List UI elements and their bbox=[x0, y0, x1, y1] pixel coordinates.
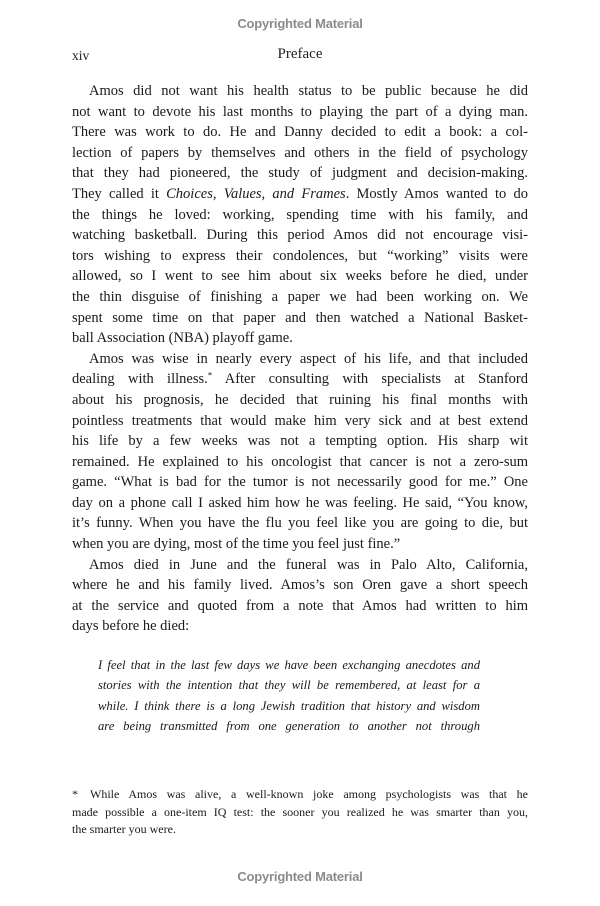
text-line: are being transmitted from one generation to another not through bbox=[98, 719, 480, 734]
text-line: lection of papers by themselves and others in the field of psychology bbox=[72, 144, 528, 161]
text-line: made possible a one-item IQ test: the sooner you realized he was smarter than you, bbox=[72, 804, 528, 819]
running-header bbox=[72, 46, 528, 64]
block-quote bbox=[98, 655, 480, 736]
text-line: game. “What is bad for the tumor is not necessarily good for me.” One bbox=[72, 474, 528, 491]
text-line: ball Association (NBA) playoff game. bbox=[72, 330, 293, 347]
text-line: about his prognosis, he decided that ruining his final months with bbox=[72, 391, 528, 408]
footnote bbox=[72, 786, 528, 839]
text-line: day on a phone call I asked him how he was feeling. He said, “You know, bbox=[72, 494, 528, 511]
text-line: the smarter you were. bbox=[72, 822, 176, 837]
copyright-notice-top: Copyrighted Material bbox=[237, 16, 363, 31]
text-line: There was work to do. He and Danny decided to edit a book: a col- bbox=[72, 124, 528, 141]
text-line: * While Amos was alive, a well-known joke among psychologists was that he bbox=[72, 787, 528, 801]
text-line: not want to devote his last months to playing the part of a dying man. bbox=[72, 103, 528, 120]
text-line: watching basketball. During this period Amos did not encourage visi- bbox=[72, 227, 528, 244]
page-number: xiv bbox=[72, 48, 90, 63]
text-line: the things he loved: working, spending time with his family, and bbox=[72, 206, 528, 223]
text-line: it’s funny. When you have the flu you feel like you are going to die, but bbox=[72, 515, 528, 532]
chapter-title: Preface bbox=[277, 46, 323, 62]
body-text bbox=[72, 81, 528, 637]
copyright-notice-bottom: Copyrighted Material bbox=[237, 869, 363, 884]
text-line: the thin disguise of finishing a paper we had been working on. We bbox=[72, 288, 528, 305]
text-line: days before he died: bbox=[72, 618, 190, 635]
text-line: Amos did not want his health status to be public because he did bbox=[89, 83, 528, 99]
text-line: remained. He explained to his oncologist that cancer is not a zero-sum bbox=[72, 453, 528, 470]
text-line: when you are dying, most of the time you feel just fine.” bbox=[72, 536, 401, 553]
text-line: allowed, so I went to see him about six weeks before he died, under bbox=[72, 268, 528, 285]
text-line: I feel that in the last few days we have been exchanging anecdotes and bbox=[98, 658, 480, 672]
text-line: spent some time on that paper and then watched a National Basket- bbox=[72, 309, 528, 326]
text-line: his life by a few weeks was not a tempting option. His sharp wit bbox=[72, 433, 528, 450]
text-line: at the service and quoted from a note that Amos had written to him bbox=[72, 597, 528, 614]
text-line: dealing with illness.* After consulting with specialists at Stanford bbox=[72, 370, 528, 388]
text-line: Amos died in June and the funeral was in Palo Alto, California, bbox=[89, 556, 528, 573]
text-line: They called it Choices, Values, and Frames. Mostly Amos wanted to do bbox=[72, 185, 528, 202]
text-line: Amos was wise in nearly every aspect of his life, and that included bbox=[89, 350, 528, 367]
text-line: where he and his family lived. Amos’s son Oren gave a short speech bbox=[72, 577, 528, 594]
text-line: stories with the intention that they will be remembered, at least for a bbox=[98, 678, 480, 693]
text-line: pointless treatments that would make him very sick and at best extend bbox=[72, 412, 528, 429]
text-line: that they had pioneered, the study of judgment and decision-making. bbox=[72, 165, 528, 182]
text-line: tors wishing to express their condolences, but “working” visits were bbox=[72, 247, 528, 264]
text-line: while. I think there is a long Jewish tradition that history and wisdom bbox=[98, 698, 480, 713]
